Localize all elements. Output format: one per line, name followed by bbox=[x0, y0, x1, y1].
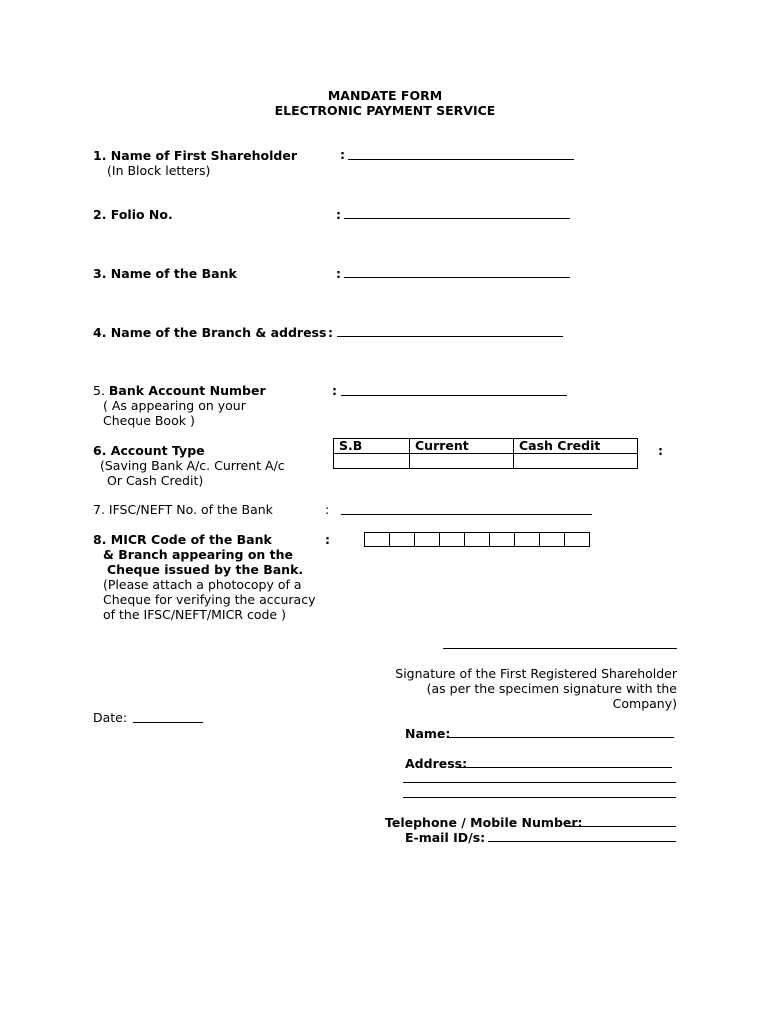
field-4-input-line[interactable] bbox=[337, 336, 563, 337]
field-8-sublabel-3: (Please attach a photocopy of a bbox=[103, 577, 302, 592]
field-3-label: 3. Name of the Bank bbox=[93, 266, 237, 281]
name-input-line[interactable] bbox=[448, 737, 674, 738]
account-type-cash-credit: Cash Credit bbox=[514, 439, 638, 454]
field-8-sublabel-1: & Branch appearing on the bbox=[103, 547, 294, 562]
micr-digit-box[interactable] bbox=[489, 532, 515, 547]
micr-digit-box[interactable] bbox=[439, 532, 465, 547]
field-3-input-line[interactable] bbox=[344, 277, 570, 278]
date-label: Date: bbox=[93, 710, 128, 725]
micr-digit-box[interactable] bbox=[514, 532, 540, 547]
micr-digit-box[interactable] bbox=[539, 532, 565, 547]
field-5-label-text: Bank Account Number bbox=[108, 383, 266, 398]
field-6-sublabel-1: (Saving Bank A/c. Current A/c bbox=[100, 458, 285, 473]
account-type-cash-credit-checkbox[interactable] bbox=[514, 454, 638, 469]
account-type-current-checkbox[interactable] bbox=[410, 454, 514, 469]
field-2-input-line[interactable] bbox=[344, 218, 570, 219]
field-5-colon: : bbox=[332, 383, 337, 398]
field-6-label: 6. Account Type bbox=[93, 443, 205, 458]
name-label: Name: bbox=[405, 726, 451, 741]
micr-code-boxes bbox=[365, 532, 590, 547]
address-input-line-3[interactable] bbox=[403, 797, 676, 798]
field-7-label: 7. IFSC/NEFT No. of the Bank bbox=[93, 502, 273, 517]
field-8-sublabel-5: of the IFSC/NEFT/MICR code ) bbox=[103, 607, 286, 622]
micr-digit-box[interactable] bbox=[564, 532, 590, 547]
signature-caption-1: Signature of the First Registered Shareholder bbox=[395, 666, 677, 681]
telephone-input-line[interactable] bbox=[566, 826, 676, 827]
account-type-current: Current bbox=[410, 439, 514, 454]
date-input-line[interactable] bbox=[133, 722, 203, 723]
field-4-colon: : bbox=[328, 325, 333, 340]
account-type-sb-checkbox[interactable] bbox=[334, 454, 410, 469]
email-colon: : bbox=[480, 830, 486, 845]
field-8-colon: : bbox=[325, 532, 330, 547]
field-3-colon: : bbox=[336, 266, 341, 281]
account-type-table bbox=[333, 438, 638, 469]
field-1-sublabel: (In Block letters) bbox=[107, 163, 211, 178]
field-4-label: 4. Name of the Branch & address bbox=[93, 325, 327, 340]
field-2-colon: : bbox=[336, 207, 341, 222]
address-input-line-1[interactable] bbox=[459, 767, 672, 768]
field-1-label: 1. Name of First Shareholder bbox=[93, 148, 298, 163]
micr-digit-box[interactable] bbox=[464, 532, 490, 547]
field-5-input-line[interactable] bbox=[341, 395, 567, 396]
field-5-sublabel-2: Cheque Book ) bbox=[103, 413, 195, 428]
signature-caption-2: (as per the specimen signature with the bbox=[426, 681, 677, 696]
email-label bbox=[405, 830, 485, 845]
field-1-input-line[interactable] bbox=[348, 159, 574, 160]
address-input-line-2[interactable] bbox=[403, 782, 676, 783]
field-5-number: 5. bbox=[93, 383, 109, 398]
email-label-text: E-mail ID/s bbox=[405, 830, 481, 845]
field-8-sublabel-2: Cheque issued by the Bank. bbox=[107, 562, 304, 577]
signature-line[interactable] bbox=[443, 648, 677, 649]
form-title: MANDATE FORM bbox=[327, 88, 443, 103]
address-label: Address: bbox=[405, 756, 468, 771]
field-1-colon: : bbox=[340, 147, 345, 162]
telephone-label: Telephone / Mobile Number: bbox=[385, 815, 583, 830]
field-6-colon: : bbox=[658, 443, 663, 458]
form-subtitle: ELECTRONIC PAYMENT SERVICE bbox=[274, 103, 496, 118]
field-8-sublabel-4: Cheque for verifying the accuracy bbox=[103, 592, 316, 607]
field-7-input-line[interactable] bbox=[341, 514, 592, 515]
signature-caption-3: Company) bbox=[612, 696, 677, 711]
field-5-sublabel-1: ( As appearing on your bbox=[103, 398, 246, 413]
micr-digit-box[interactable] bbox=[414, 532, 440, 547]
account-type-sb: S.B bbox=[334, 439, 410, 454]
email-input-line[interactable] bbox=[488, 841, 676, 842]
field-2-label: 2. Folio No. bbox=[93, 207, 173, 222]
field-8-label: 8. MICR Code of the Bank bbox=[93, 532, 272, 547]
field-7-colon: : bbox=[325, 502, 330, 517]
micr-digit-box[interactable] bbox=[389, 532, 415, 547]
field-5-label bbox=[93, 383, 266, 398]
field-6-sublabel-2: Or Cash Credit) bbox=[107, 473, 204, 488]
micr-digit-box[interactable] bbox=[364, 532, 390, 547]
